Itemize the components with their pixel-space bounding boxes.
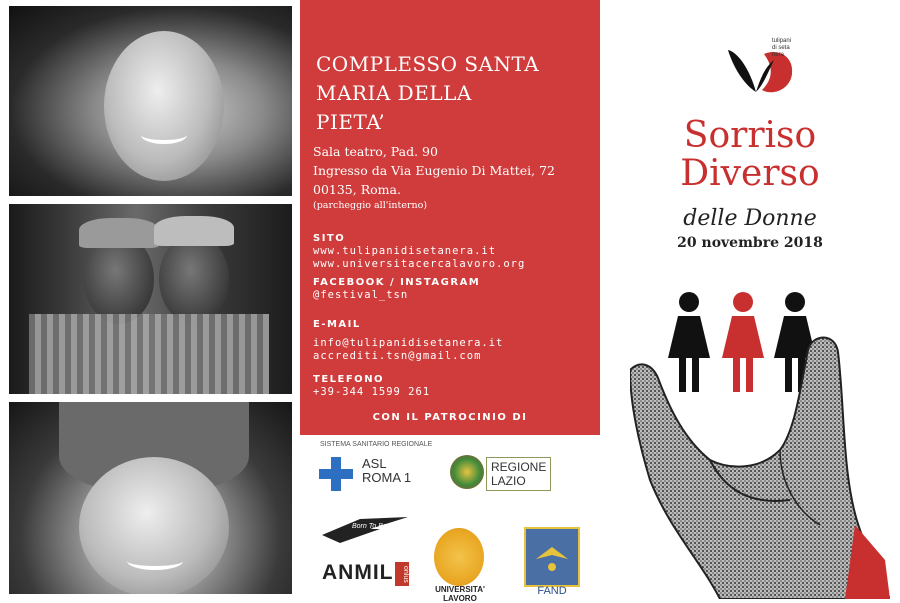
photo-woman-smiling (9, 6, 292, 196)
universita-lavoro-label: UNIVERSITA' LAVORO (435, 585, 485, 603)
anmil-logo: ANMIL (322, 561, 394, 584)
email-section (313, 318, 503, 363)
open-hand-icon (630, 330, 890, 599)
asl-logo-text (362, 457, 411, 485)
social-section (313, 276, 480, 302)
dress-pattern (29, 314, 269, 394)
event-title-line1: Sorriso (683, 115, 817, 156)
social-label: FACEBOOK / INSTAGRAM (313, 277, 481, 288)
event-panel (600, 0, 900, 599)
lazio-line: REGIONE (491, 460, 547, 474)
address-line: 00135, Roma. (313, 182, 401, 197)
venue-address (313, 142, 555, 199)
patronage-heading: CON IL PATROCINIO DI (372, 412, 528, 423)
address-line: Sala teatro, Pad. 90 (313, 144, 438, 159)
asl-line: ASL (362, 456, 387, 471)
sponsor-logos (300, 435, 600, 603)
event-subtitle: delle Donne (683, 206, 817, 231)
sito-section (313, 232, 525, 271)
face-shape (104, 31, 224, 181)
venue-title (316, 50, 591, 137)
face-right (159, 234, 229, 324)
fand-logo-icon (524, 527, 580, 587)
social-handle[interactable]: @festival_tsn (313, 289, 409, 301)
email-label: E-MAIL (313, 319, 361, 330)
phone-number[interactable]: +39-344 1599 261 (313, 386, 431, 398)
photo-two-girls (9, 204, 292, 394)
lazio-logo-text (486, 457, 551, 491)
lazio-line: LAZIO (491, 474, 526, 488)
address-line: Ingresso da Via Eugenio Di Mattei, 72 (313, 163, 556, 178)
venue-title-line: COMPLESSO SANTA (316, 52, 540, 76)
fand-label: FAND (537, 585, 567, 597)
brand-line: di seta (772, 45, 790, 51)
onlus-tag: onlus (395, 562, 409, 586)
ssr-label: SISTEMA SANITARIO REGIONALE (320, 441, 433, 448)
photo-child (9, 402, 292, 594)
email-link[interactable]: accrediti.tsn@gmail.com (313, 350, 482, 362)
email-link[interactable]: info@tulipanidisetanera.it (313, 337, 504, 349)
parking-note: (parcheggio all'interno) (313, 200, 428, 211)
universita-lavoro-logo-icon (434, 528, 484, 586)
headwrap-left (79, 218, 159, 248)
smile-shape (127, 552, 183, 570)
brand-line: tulipani (772, 38, 792, 44)
headwrap-right (154, 216, 234, 246)
event-title-line2: Diverso (680, 153, 820, 194)
website-link[interactable]: www.tulipanidisetanera.it (313, 245, 497, 257)
brand-line: nera (772, 52, 785, 58)
lazio-emblem-icon (450, 455, 484, 489)
face-shape (79, 457, 229, 594)
event-date: 20 novembre 2018 (677, 235, 823, 251)
phone-label: TELEFONO (313, 374, 385, 385)
phone-section (313, 373, 430, 399)
venue-title-line: PIETA’ (316, 110, 386, 134)
website-link[interactable]: www.universitacercalavoro.org (313, 258, 526, 270)
venue-title-line: MARIA DELLA (316, 81, 472, 105)
sito-label: SITO (313, 233, 346, 244)
brand-label (772, 38, 791, 59)
born-to-be-logo-icon (320, 513, 410, 547)
born-to-be-label: Born To Be Network (352, 523, 415, 530)
asl-cross-icon (319, 457, 353, 491)
smile-shape (141, 126, 187, 144)
asl-line: ROMA 1 (362, 470, 412, 485)
